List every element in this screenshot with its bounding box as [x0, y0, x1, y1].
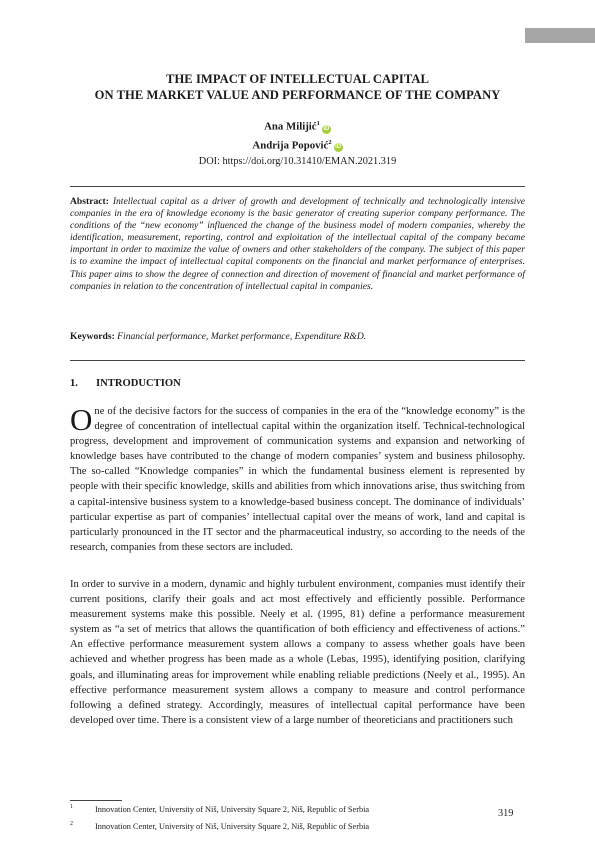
title-line-1: THE IMPACT OF INTELLECTUAL CAPITAL — [166, 72, 429, 86]
paragraph-2: In order to survive in a modern, dynamic and highly turbulent environment, companies must identify their current positions, clarify their goals and act most effectively and efficiently possible. Performance measurement systems make this possible. Neely et al. (1995, 81) define a performance measurement system as “a set of metrics that allows the quantification of both efficiency and effectiveness of actions.” An effective performance measurement system allows a company to assess whether goals have been achieved and whether progress has been made as a whole (Lebas, 1995), identifying position, clarifying goals, and illuminating areas for improvement while enabling reliable predictions (Neely et al., 1995). An effective performance measurement system allows a company to measure and control performance following a defined strategy. Accordingly, measures of intellectual capital performance have been developed over time. There is a consistent view of a large number of theoreticians and practitioners such — [70, 579, 525, 726]
footnote-separator — [70, 800, 122, 801]
footnote-text: Innovation Center, University of Niš, University Square 2, Niš, Republic of Serbia — [95, 822, 370, 831]
title-line-2: ON THE MARKET VALUE AND PERFORMANCE OF THE COMPANY — [94, 88, 501, 102]
footnote-number: 1 — [70, 804, 73, 810]
abstract-label: Abstract: — [70, 196, 109, 207]
paragraph-1-text: ne of the decisive factors for the success of companies in the era of the “knowledge economy” is the degree of concentration of intellectual capital within the organization itself. Technical-technological progress, development and improvement of communication systems and expansion and networking of knowledge bases have contributed to the change of modern companies’ system and business philosophy. The so-called “Knowledge companies” in which the fundamental business element is represented by people with their specific knowledge, skills and abilities from which innovations arise, thus switching from a capital-intensive business system to a knowledge-based business concept. The dominance of individuals’ particular expertise as part of companies’ intellectual capital over the means of work, land and capital is particularly pronounced in the IT sector and the pharmaceutical industry, so according to the needs of the research, companies from these sectors are included. — [70, 406, 525, 553]
abstract-text: Intellectual capital as a driver of growth and development of technically and technologically intensive companies in the era of knowledge economy is the basic generator of creating superior company performance. The conditions of the “new economy” influenced the change of the business model of modern companies, whereby the identification, measurement, reporting, control and exploitation of the intellectual capital of the company became important in order to maximize the value of owners and other stakeholders of the company. The subject of this paper is to examine the impact of intellectual capital components on the financial and market performance of enterprises. This paper aims to show the degree of connection and direction of movement of financial and market performance of companies in relation to the concentration of intellectual capital in companies. — [70, 196, 525, 292]
orcid-icon[interactable]: iD — [335, 144, 342, 151]
section-title: INTRODUCTION — [96, 378, 181, 389]
orcid-icon[interactable]: iD — [323, 125, 330, 132]
header-tab-marker — [525, 28, 595, 43]
author-affiliation-mark: 1 — [316, 120, 320, 127]
drop-cap: O — [70, 402, 93, 437]
divider-top — [70, 186, 525, 187]
page-number: 319 — [498, 808, 514, 819]
paper-title — [40, 71, 555, 103]
abstract — [70, 196, 525, 293]
author-2 — [0, 135, 595, 154]
footnote-text: Innovation Center, University of Niš, University Square 2, Niš, Republic of Serbia — [95, 805, 370, 814]
author-name: Ana Milijić — [264, 120, 317, 133]
keywords — [70, 331, 525, 343]
author-affiliation-mark: 2 — [328, 138, 332, 146]
paragraph-1 — [70, 404, 525, 555]
author-list — [0, 116, 595, 153]
doi-link[interactable]: DOI: https://doi.org/10.31410/EMAN.2021.319 — [198, 156, 397, 167]
keywords-label: Keywords: — [70, 331, 115, 342]
author-name: Andrija Popović — [252, 139, 329, 152]
keywords-text: Financial performance, Market performance, Expenditure R&D. — [117, 331, 367, 342]
footnote-number: 2 — [70, 821, 73, 827]
section-heading — [70, 378, 181, 389]
author-1 — [0, 116, 595, 135]
section-number: 1. — [70, 378, 78, 389]
divider-bottom — [70, 360, 525, 361]
